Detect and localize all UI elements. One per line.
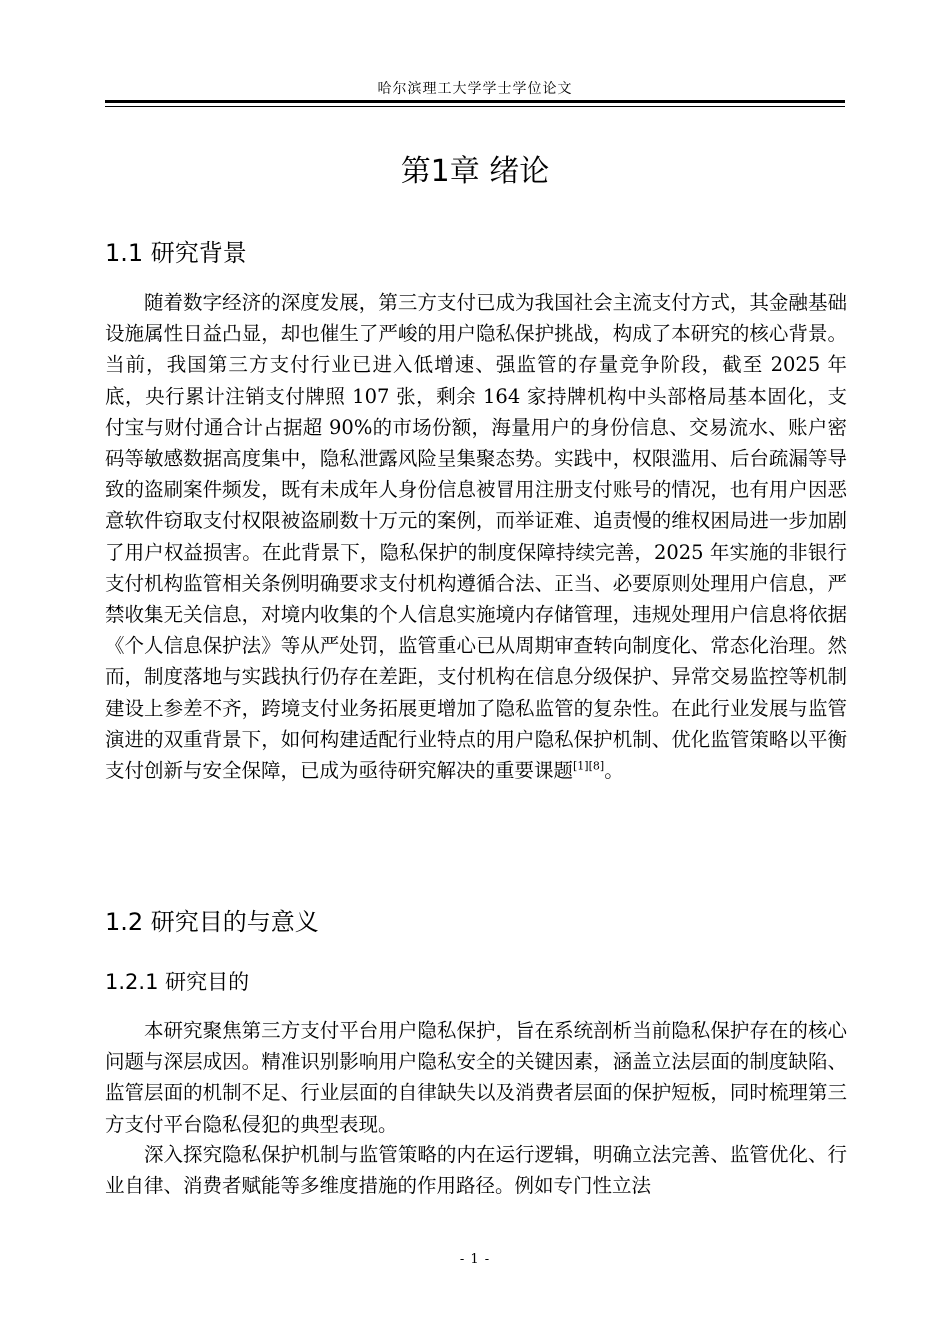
page-number: - 1 - xyxy=(459,1252,491,1267)
chapter-title: 第1章 绪论 xyxy=(400,154,550,189)
background-paragraph-text: 随着数字经济的深度发展，第三方支付已成为我国社会主流支付方式，其金融基础设施属性日益凸显，却也催生了严峻的用户隐私保护挑战，构成了本研究的核心背景。当前，我国第三方支付行业已进入低增速、强监管的存量竞争阶段，截至 2025 年底，央行累计注销支付牌照 107 张，剩余 164 家持牌机构中头部格局基本固化，支付宝与财付通合计占据超 90%的市场份额，海量用户的身份信息、交易流水、账户密码等敏感数据高度集中，隐私泄露风险呈集聚态势。实践中，权限滥用、后台疏漏等导致的盗刷案件频发，既有未成年人身份信息被冒用注册支付账号的情况，也有用户因恶意软件窃取支付权限被盗刷数十万元的案例，而举证难、追责慢的维权困局进一步加剧了用户权益损害。在此背景下，隐私保护的制度保障持续完善，2025 年实施的非银行支付机构监管相关条例明确要求支付机构遵循合法、正当、必要原则处理用户信息，严禁收集无关信息，对境内收集的个人信息实施境内存储管理，违规处理用户信息将依据《个人信息保护法》等从严处罚，监管重心已从周期审查转向制度化、常态化治理。然而，制度落地与实践执行仍存在差距，支付机构在信息分级保护、异常交易监控等机制建设上参差不齐，跨境支付业务拓展更增加了隐私监管的复杂性。在此行业发展与监管演进的双重背景下，如何构建适配行业特点的用户隐私保护机制、优化监管策略以平衡支付创新与安全保障，已成为亟待研究解决的重要课题 xyxy=(105,291,847,783)
citation-marker: [1][8] xyxy=(573,759,605,773)
background-paragraph xyxy=(105,287,847,786)
subsection-heading-1-2-1: 1.2.1 研究目的 xyxy=(105,970,250,994)
section-heading-1-2: 1.2 研究目的与意义 xyxy=(105,908,319,936)
purpose-paragraph-1: 本研究聚焦第三方支付平台用户隐私保护，旨在系统剖析当前隐私保护存在的核心问题与深层成因。精准识别影响用户隐私安全的关键因素，涵盖立法层面的制度缺陷、监管层面的机制不足、行业层面的自律缺失以及消费者层面的保护短板，同时梳理第三方支付平台隐私侵犯的典型表现。 xyxy=(105,1019,847,1136)
section-heading-1-1: 1.1 研究背景 xyxy=(105,239,247,267)
running-header: 哈尔滨理工大学学士学位论文 xyxy=(377,81,573,97)
header-double-rule xyxy=(105,100,845,107)
background-paragraph-end: 。 xyxy=(604,759,624,783)
purpose-paragraph-2: 深入探究隐私保护机制与监管策略的内在运行逻辑，明确立法完善、监管优化、行业自律、消费者赋能等多维度措施的作用路径。例如专门性立法 xyxy=(105,1143,847,1198)
